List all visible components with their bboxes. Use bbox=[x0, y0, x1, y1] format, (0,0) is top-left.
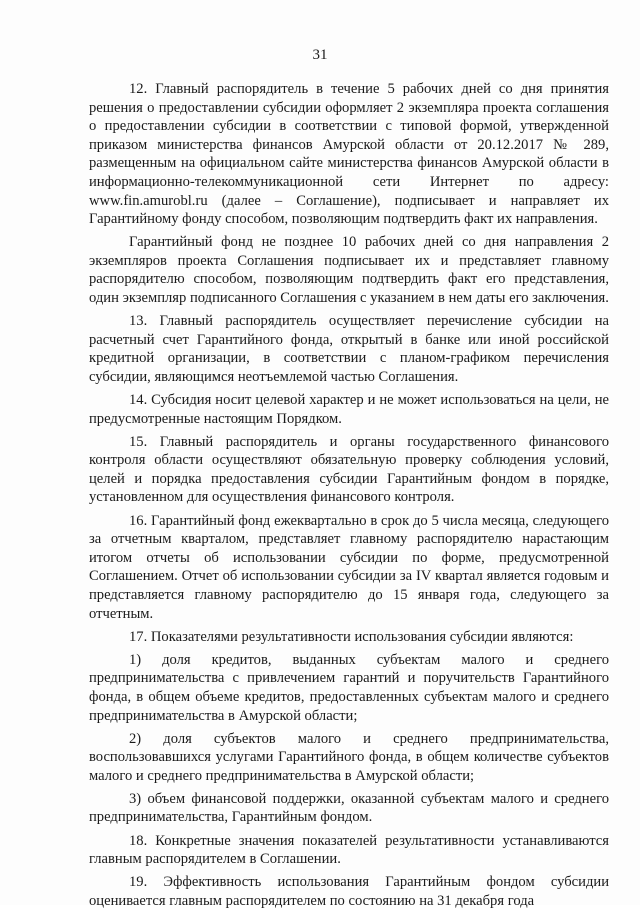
paragraph-17-item-3: 3) объем финансовой поддержки, оказанной субъектам малого и среднего предпринимательства, Гарантийным фондом. bbox=[89, 790, 609, 826]
paragraph-14: 14. Субсидия носит целевой характер и не может использоваться на цели, не предусмотренные настоящим Порядком. bbox=[89, 392, 609, 427]
paragraph-12-continued: Гарантийный фонд не позднее 10 рабочих дней со дня направления 2 экземпляров проекта Соглашения подписывает их и представляет главному распорядителю способом, позволяющим подтвердить факт его представления, один экземпляр подписанного Соглашения с указанием в нем даты его заключения. bbox=[89, 234, 609, 307]
paragraph-18: 18. Конкретные значения показателей результативности устанавливаются главным распорядителем в Соглашении. bbox=[89, 832, 609, 868]
paragraph-17-item-2: 2) доля субъектов малого и среднего предпринимательства, воспользовавшихся услугами Гарантийного фонда, в общем количестве субъектов малого и среднего предпринимательства в Амурской области; bbox=[89, 730, 609, 784]
page-number: 31 bbox=[312, 47, 328, 63]
paragraph-19: 19. Эффективность использования Гарантийным фондом субсидии оценивается главным распорядителем по состоянию на 31 декабря года bbox=[89, 874, 609, 909]
paragraph-16: 16. Гарантийный фонд ежеквартально в срок до 5 числа месяца, следующего за отчетным кварталом, представляет главному распорядителю нарастающим итогом отчеты об использовании субсидии по форме, предусмотренной Соглашением. Отчет об использовании субсидии за IV квартал является годовым и представляется главному распорядителю до 15 января года, следующего за отчетным. bbox=[89, 512, 609, 622]
paragraph-17: 17. Показателями результативности использования субсидии являются: bbox=[129, 628, 574, 645]
paragraph-12: 12. Главный распорядитель в течение 5 рабочих дней со дня принятия решения о предоставлении субсидии оформляет 2 экземпляра проекта соглашения о предоставлении субсидии в соответствии с типовой формой, утвержденной приказом министерства финансов Амурской области от 20.12.2017 № 289, размещенным на официальном сайте министерства финансов Амурской области в информационно-телекоммуникационной сети Интернет по адресу: www.fin.amurobl.ru (далее – Соглашение), подписывает и направляет их Гарантийному фонду способом, позволяющим подтвердить факт их направления. bbox=[89, 81, 609, 228]
paragraph-13: 13. Главный распорядитель осуществляет перечисление субсидии на расчетный счет Гарантийного фонда, открытый в банке или иной российской кредитной организации, в соответствии с планом-графиком перечисления субсидии, являющимся неотъемлемой частью Соглашения. bbox=[89, 313, 609, 385]
document-body bbox=[89, 80, 609, 915]
paragraph-17-item-1: 1) доля кредитов, выданных субъектам малого и среднего предпринимательства с привлечением гарантий и поручительств Гарантийного фонда, в общем объеме кредитов, предоставленных субъектам малого и среднего предпринимательства в Амурской области; bbox=[89, 651, 609, 724]
paragraph-15: 15. Главный распорядитель и органы государственного финансового контроля области осуществляют обязательную проверку соблюдения условий, целей и порядка предоставления субсидии Гарантийным фондом в порядке, установленном для осуществления финансового контроля. bbox=[89, 433, 609, 506]
